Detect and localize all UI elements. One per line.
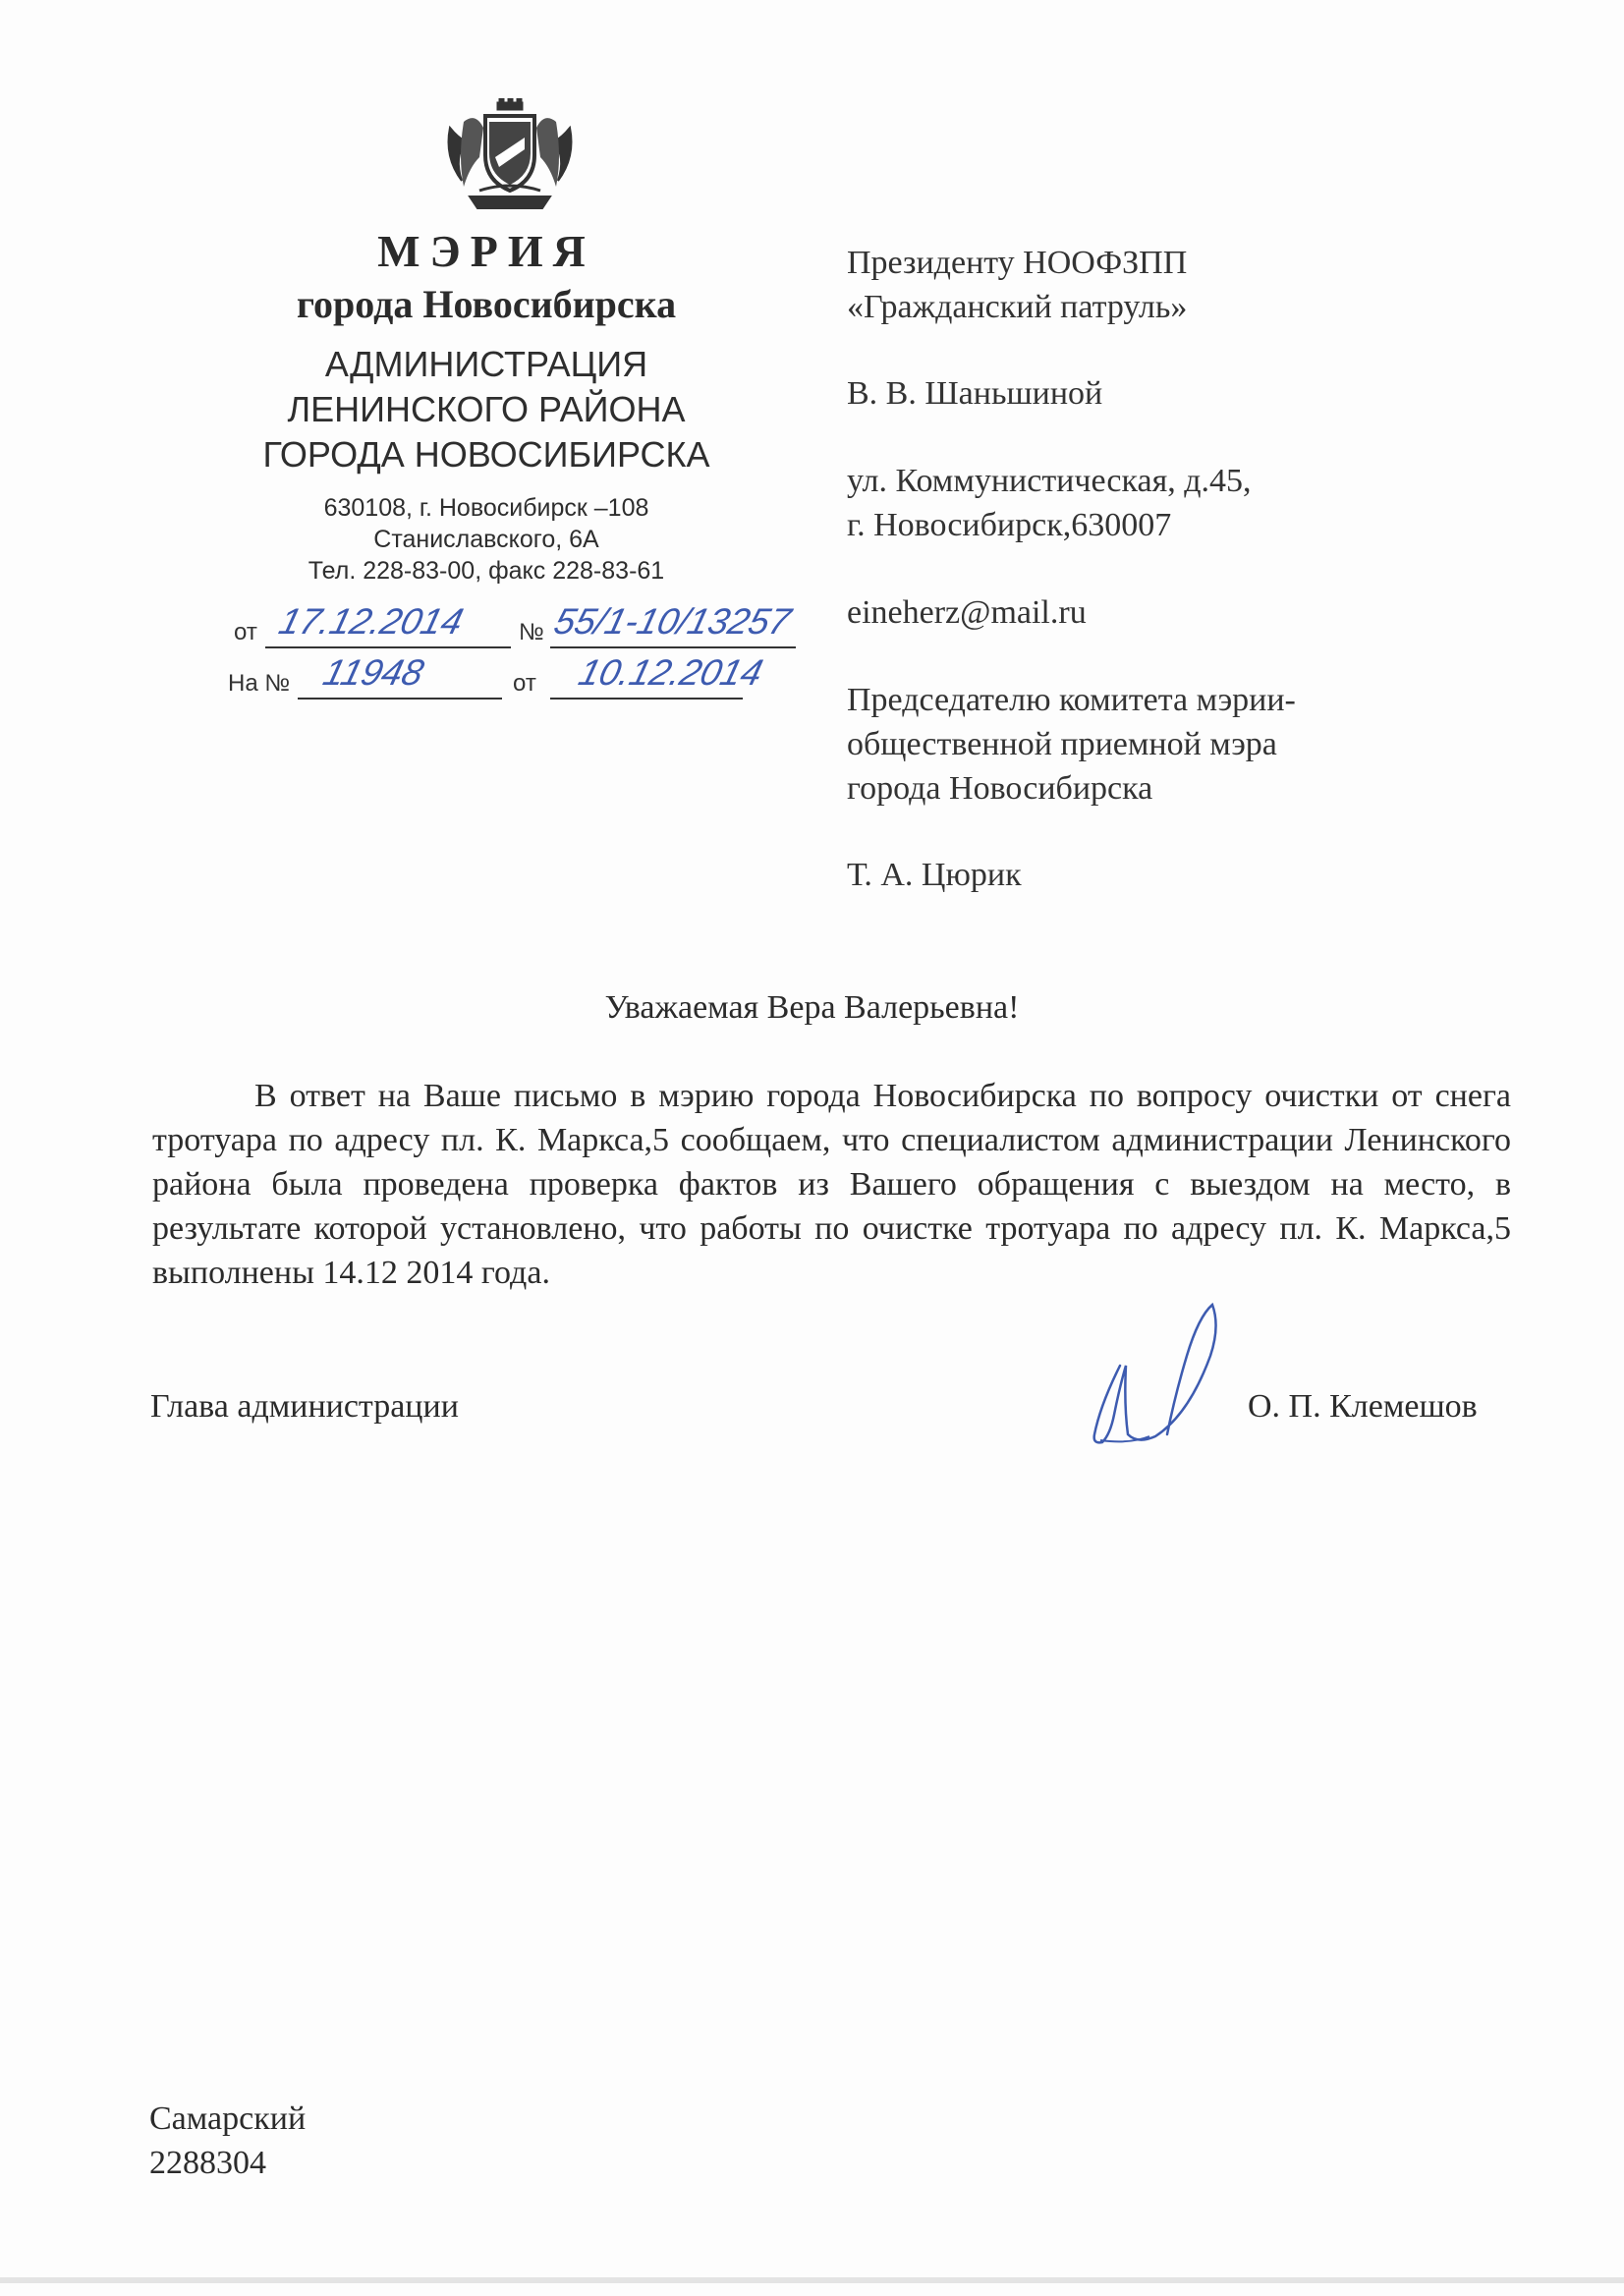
admin-line-1: АДМИНИСТРАЦИЯ [324, 344, 648, 384]
reply-date-label: от [513, 670, 536, 697]
executor-name: Самарский [149, 2100, 307, 2137]
address-line-2: Станиславского, 6А [373, 526, 599, 553]
recipient-line-5: города Новосибирска [847, 770, 1153, 807]
reply-date-underline [550, 696, 743, 700]
reply-date: 10.12.2014 [575, 652, 767, 693]
org-title: МЭРИЯ [377, 226, 595, 276]
recipient-city: г. Новосибирск,630007 [847, 507, 1172, 543]
admin-line-3: ГОРОДА НОВОСИБИРСКА [262, 434, 710, 475]
date-label: от [234, 619, 257, 645]
reply-label: На № [228, 670, 291, 697]
signer-position: Глава администрации [150, 1388, 459, 1425]
recipient-name-1: В. В. Шаньшиной [847, 375, 1103, 412]
recipient-line-2: «Гражданский патруль» [847, 289, 1188, 325]
executor-phone: 2288304 [149, 2145, 266, 2181]
number-label: № [519, 619, 544, 645]
admin-line-2: ЛЕНИНСКОГО РАЙОНА [287, 389, 686, 429]
recipient-line-3: Председателю комитета мэрии- [847, 682, 1296, 718]
signer-name: О. П. Клемешов [1248, 1388, 1478, 1425]
recipient-street: ул. Коммунистическая, д.45, [847, 463, 1252, 499]
date-underline [265, 644, 511, 648]
handwritten-signature [1081, 1297, 1238, 1454]
document-date: 17.12.2014 [275, 601, 468, 642]
recipient-line-4: общественной приемной мэра [847, 726, 1277, 762]
greeting: Уважаемая Вера Валерьевна! [604, 989, 1020, 1026]
reply-number-underline [298, 696, 502, 700]
reply-number: 11948 [319, 652, 428, 693]
letter-body: В ответ на Ваше письмо в мэрию города Новосибирска по вопросу очистки от снега тротуара по адресу пл. К. Маркса,5 сообщаем, что специалистом администрации Ленинского района была проведена проверка фактов из Вашего обращения с выездом на место, в результате которой установлено, что работы по очистке тротуара по адресу пл. К. Маркса,5 выполнены 14.12 2014 года. [152, 1078, 1511, 1291]
recipient-name-2: Т. А. Цюрик [847, 857, 1022, 893]
contacts-line: Тел. 228-83-00, факс 228-83-61 [308, 557, 665, 585]
coat-of-arms-emblem [440, 98, 580, 214]
address-line-1: 630108, г. Новосибирск –108 [323, 494, 649, 522]
document-number: 55/1-10/13257 [550, 601, 795, 642]
recipient-line-1: Президенту НООФЗПП [847, 245, 1188, 281]
recipient-email: eineherz@mail.ru [847, 594, 1087, 631]
number-underline [550, 644, 796, 648]
org-city: города Новосибирска [296, 282, 677, 326]
scan-edge [0, 2277, 1624, 2283]
